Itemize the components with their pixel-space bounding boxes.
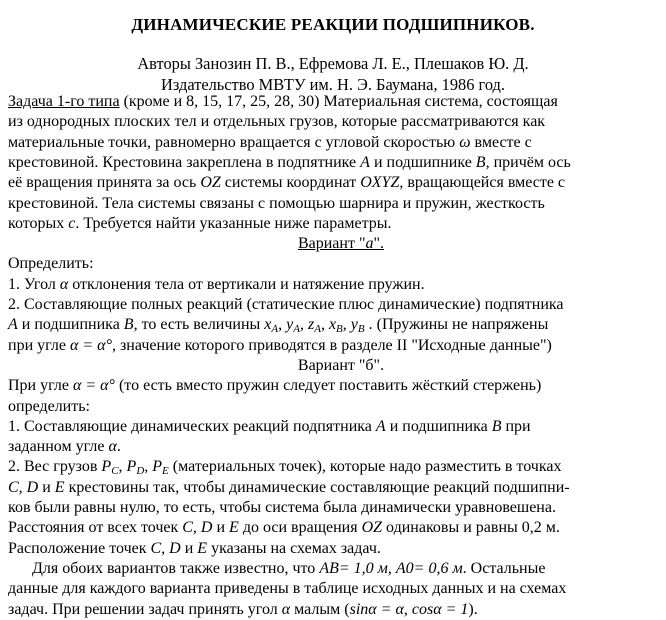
text-line [8, 153, 571, 173]
var-y: y [350, 316, 358, 334]
var-x: x [328, 316, 337, 334]
omega-symbol: ω [459, 133, 471, 151]
variant-b-heading: Вариант "б". [297, 356, 385, 374]
text-line: 2. Составляющие полных реакций (статические плюс динамические) подпятника [8, 296, 564, 313]
text-span: C [111, 465, 119, 478]
var-A: A [8, 316, 18, 334]
text-span: до оси вращения [238, 519, 362, 537]
text-span: (то есть вместо пружин следует поставить жёсткий стержень) [114, 377, 542, 395]
text-span: ". [373, 235, 385, 253]
text-span: C, D [8, 478, 39, 496]
text-span: Расстояния от всех точек [8, 519, 183, 537]
text-span: A [314, 323, 321, 336]
var-x: x [264, 316, 272, 334]
var-OZ: OZ [361, 519, 383, 537]
text-span: , [144, 458, 153, 476]
alpha-equation: α = α° [69, 336, 112, 354]
text-line: крестовиной. Тела системы связаны с помощью шарнира и пружин, жесткость [8, 194, 545, 212]
var-A: A [360, 153, 370, 171]
text-line [8, 133, 532, 153]
text-line [8, 539, 381, 559]
text-line [8, 214, 392, 234]
text-span: и [38, 478, 55, 496]
var-P: P [152, 458, 163, 476]
text-line [8, 275, 425, 295]
text-span: E [162, 465, 169, 478]
text-line [8, 92, 558, 112]
text-span: При угле [8, 377, 73, 395]
var-OZ: OZ [200, 174, 221, 192]
var-P: P [126, 458, 137, 476]
document-title: ДИНАМИЧЕСКИЕ РЕАКЦИИ ПОДШИПНИКОВ. [131, 15, 535, 34]
text-span: данные для каждого варианта приведены в таблице исходных данных и на схемах [8, 580, 567, 598]
var-y: y [286, 316, 294, 334]
text-span: одинаковы и равны 0,2 м. [382, 519, 560, 537]
text-span: C, D [182, 519, 213, 537]
text-span: C, D [150, 539, 181, 557]
alpha-symbol: α [108, 438, 117, 456]
text-span: при [501, 417, 531, 435]
text-span: отклонения тела от вертикали и натяжение пружин. [68, 275, 425, 293]
text-line: из однородных плоских тел и отдельных грузов, которые рассматриваются как [8, 113, 546, 131]
text-span: , вращающейся вместе с [399, 174, 566, 192]
text-span: Вариант " [297, 235, 366, 253]
authors-line: Авторы Занозин П. В., Ефремова Л. Е., Плешаков Ю. Д. [137, 54, 529, 73]
text-span: (кроме и 8, 15, 17, 25, 28, 30) Материальная система, состоящая [119, 93, 558, 110]
text-span: 1. Угол [8, 275, 60, 293]
text-line: A и подшипника B, то есть величины $x_A$, $y_A$, $z_A$, $x_B$, $y_B$ . (Пружины не напряжены [8, 316, 549, 336]
var-OXYZ: OXYZ [360, 174, 400, 192]
text-span: указаны на схемах задач. [207, 539, 381, 557]
text-span: Для обоих вариантов также известно, что [8, 559, 320, 577]
text-span: малым ( [290, 600, 350, 618]
var-z: z [307, 316, 315, 334]
text-span: E [54, 478, 65, 496]
text-line [8, 518, 560, 538]
text-span: sinα = α, cosα = 1 [349, 600, 469, 618]
text-span: A [293, 323, 300, 336]
footer-text-line [8, 600, 478, 620]
text-span: 1. Составляющие динамических реакций подпятника [8, 417, 376, 435]
var-A: A [375, 417, 386, 435]
text-span: , значение которого приводятся в разделе II "Исходные данные") [111, 336, 552, 354]
text-span: A [271, 323, 279, 336]
text-span: вместе с [470, 133, 532, 151]
text-span: B [357, 323, 365, 336]
alpha-equation: α = α° [72, 377, 115, 395]
text-line [8, 457, 561, 477]
text-line [8, 336, 552, 356]
text-span: B [336, 323, 343, 336]
text-span: материальные точки, равномерно вращается с угловой скоростью [8, 133, 460, 151]
text-line [8, 417, 531, 437]
var-P: P [101, 458, 112, 476]
text-span: а [365, 235, 374, 253]
text-span: 2. Вес грузов [8, 458, 102, 476]
text-line [8, 437, 121, 457]
text-span: и подшипнике [369, 153, 476, 171]
text-span: D [136, 465, 145, 478]
text-span: при угле [8, 336, 70, 354]
var-c: c [68, 214, 76, 232]
text-span: (материальных точек), которые надо разместить в точках [168, 458, 562, 476]
text-span: и подшипника [385, 417, 492, 435]
text-span: и [180, 539, 198, 557]
text-span: . [116, 438, 121, 456]
footer-text-line [8, 559, 545, 579]
text-line: Определить: [8, 255, 94, 273]
publisher-line: Издательство МВТУ им. Н. Э. Баумана, 1986 год. [160, 75, 505, 94]
text-span: E [197, 539, 208, 557]
text-span: E [229, 519, 239, 537]
text-span: α [281, 600, 291, 618]
text-span: крестовины так, чтобы динамические составляющие реакций подшипни- [64, 478, 570, 496]
variant-a-heading [8, 234, 666, 254]
text-span: . Остальные [462, 559, 546, 577]
text-line [8, 376, 541, 396]
text-span: . Требуется найти указанные ниже параметры. [75, 214, 392, 232]
text-span: которых [8, 214, 69, 232]
text-span: и [212, 519, 230, 537]
text-span: Расположение точек [8, 539, 151, 557]
text-span: и подшипника [17, 316, 124, 334]
text-span: ). [468, 600, 478, 618]
text-span: системы координат [220, 174, 361, 192]
text-span: крестовиной. Крестовина закреплена в подпятнике [8, 153, 361, 171]
text-span: её вращения принята за ось [8, 174, 201, 192]
text-span: , [118, 458, 127, 476]
text-span: . (Пружины не напряжены [364, 316, 549, 334]
text-line [8, 478, 570, 498]
var-B: B [491, 417, 502, 435]
text-span: , причём ось [485, 153, 571, 171]
var-B: B [123, 316, 134, 334]
text-span: заданном угле [8, 438, 109, 456]
text-line [8, 173, 565, 193]
footer-text-line [8, 579, 566, 599]
text-line: определить: [8, 397, 90, 415]
text-span: AB= 1,0 м, A0= 0,6 м [319, 559, 463, 577]
text-span: , то есть величины [133, 316, 265, 334]
text-line: ков были равны нулю, то есть, чтобы система была динамически уравновешена. [8, 499, 556, 516]
task-type-label: Задача 1-го типа [8, 93, 120, 110]
text-span: задач. При решении задач принять угол [8, 600, 282, 618]
alpha-symbol: α [59, 275, 69, 293]
var-B: B [475, 153, 486, 171]
